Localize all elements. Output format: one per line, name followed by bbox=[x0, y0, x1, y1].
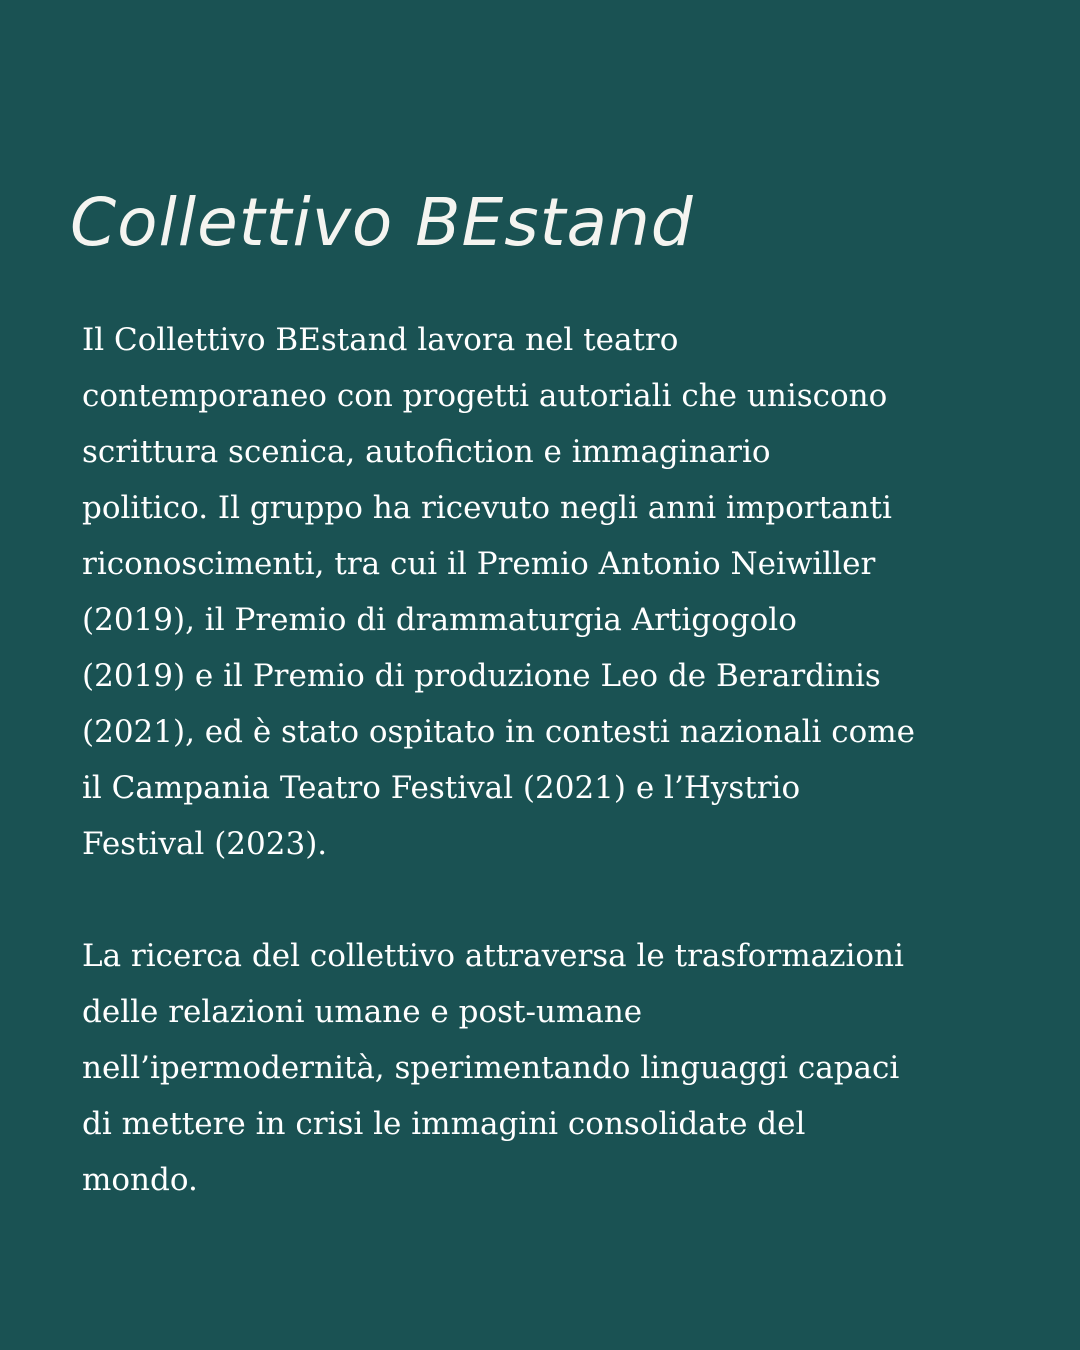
text-line: delle relazioni umane e post-umane bbox=[82, 994, 643, 1030]
paragraph-1 bbox=[82, 312, 1042, 872]
text-line: Festival (2023). bbox=[82, 826, 328, 862]
paragraph-2 bbox=[82, 928, 1042, 1208]
text-line: (2021), ed è stato ospitato in contesti nazionali come bbox=[82, 714, 916, 750]
text-line: scrittura scenica, autofiction e immaginario bbox=[82, 434, 771, 470]
text-line: di mettere in crisi le immagini consolidate del bbox=[82, 1106, 806, 1142]
text-line: mondo. bbox=[82, 1162, 198, 1198]
paragraph-spacer bbox=[82, 872, 1042, 928]
text-line: Il Collettivo BEstand lavora nel teatro bbox=[82, 322, 679, 358]
text-line: nell’ipermodernità, sperimentando linguaggi capaci bbox=[82, 1050, 900, 1086]
text-line: il Campania Teatro Festival (2021) e l’Hystrio bbox=[82, 770, 801, 806]
text-line: (2019) e il Premio di produzione Leo de Berardinis bbox=[82, 658, 881, 694]
page-title: Collettivo BEstand bbox=[70, 184, 694, 261]
text-line: riconoscimenti, tra cui il Premio Antonio Neiwiller bbox=[82, 546, 876, 582]
text-line: La ricerca del collettivo attraversa le trasformazioni bbox=[82, 938, 904, 974]
text-line: (2019), il Premio di drammaturgia Artigogolo bbox=[82, 602, 797, 638]
text-line: politico. Il gruppo ha ricevuto negli anni importanti bbox=[82, 490, 892, 526]
description-body bbox=[82, 312, 1042, 1208]
text-line: contemporaneo con progetti autoriali che uniscono bbox=[82, 378, 888, 414]
